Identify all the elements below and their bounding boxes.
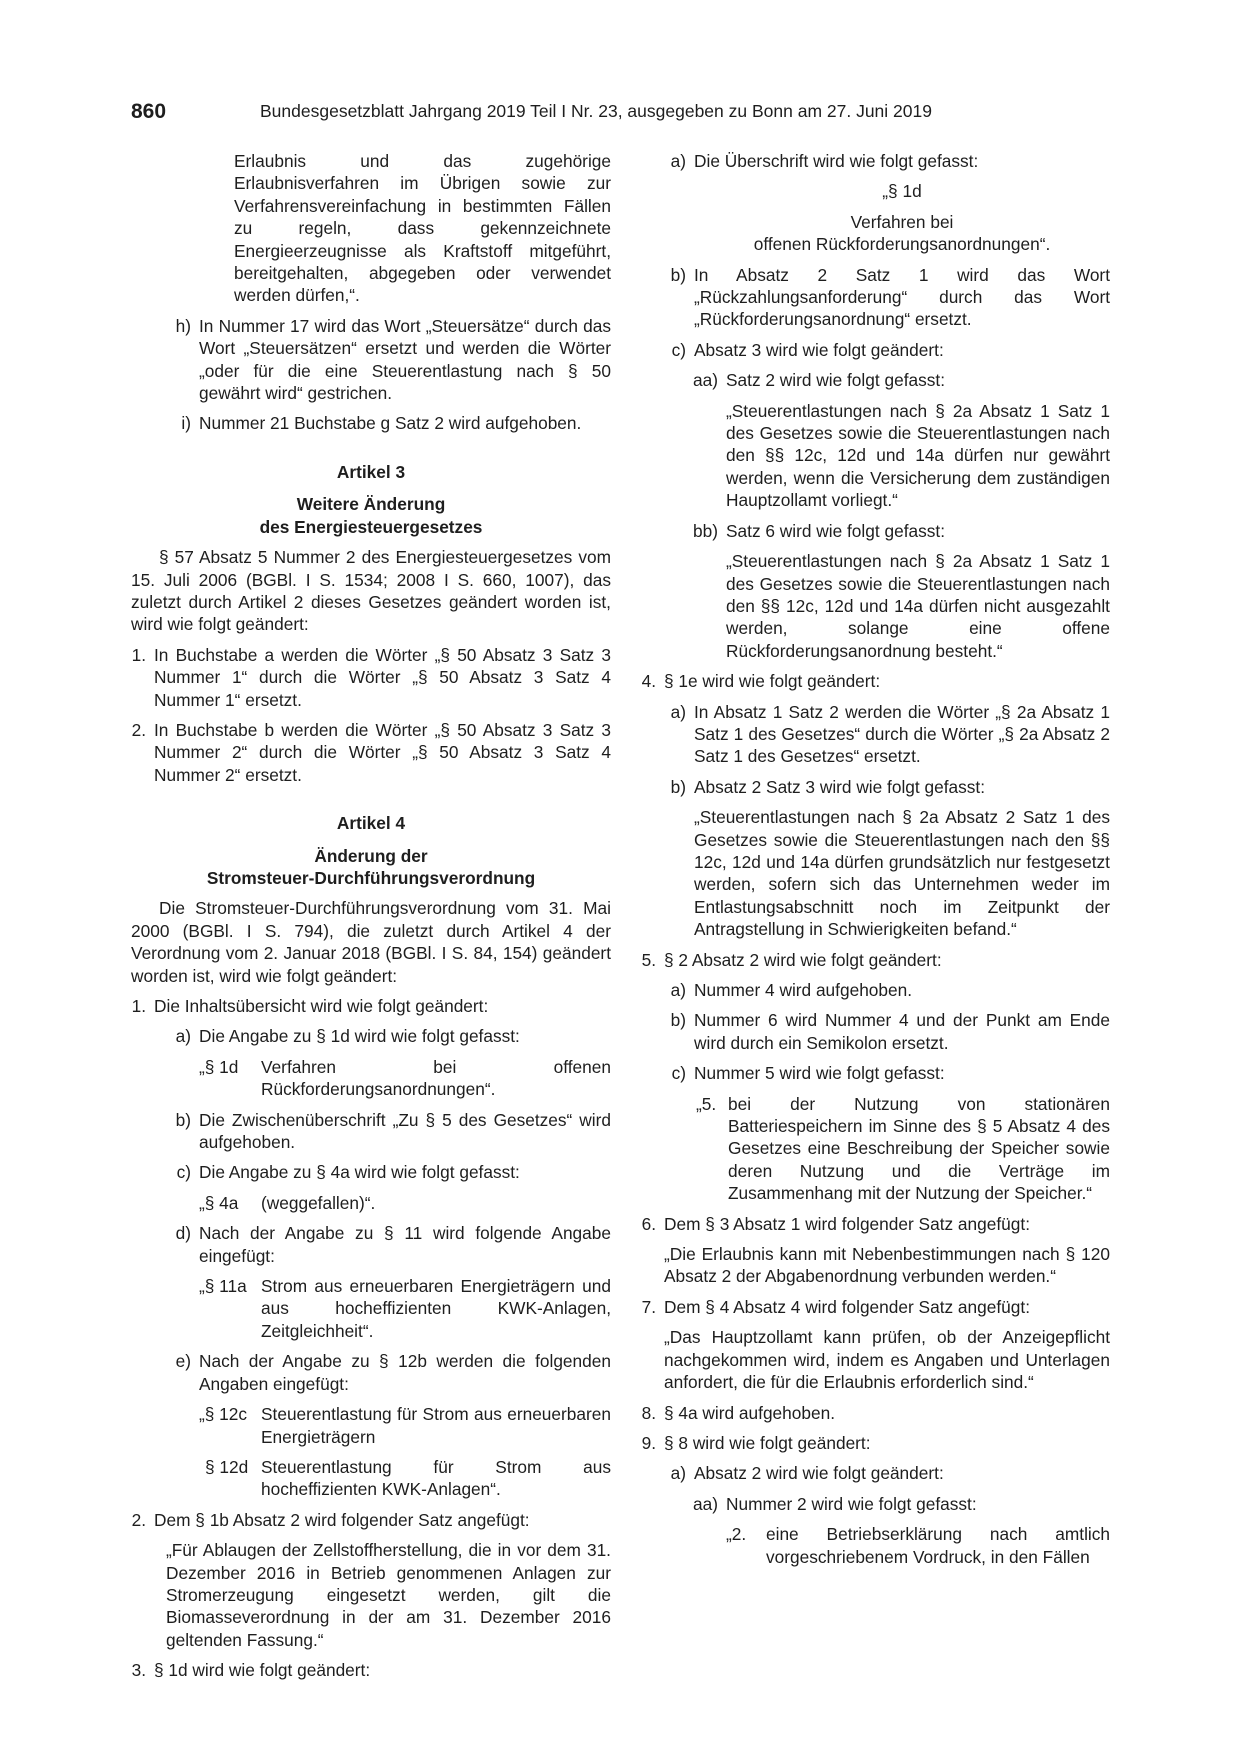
item-7 bbox=[634, 1296, 1110, 1318]
item-3c-bb bbox=[684, 520, 1110, 542]
right-column bbox=[641, 150, 1110, 1576]
list-marker: a) bbox=[670, 980, 686, 1000]
article-4-item-3 bbox=[131, 1659, 611, 1681]
entry-value: Strom aus erneuerbaren Energieträgern und aus hocheffizienten KWK-Anlagen, Zeitgleichheit“. bbox=[261, 1276, 611, 1341]
list-marker: 3. bbox=[131, 1660, 146, 1681]
entry-key: „§ 4a bbox=[199, 1192, 239, 1213]
list-text: Absatz 2 Satz 3 wird wie folgt gefasst: bbox=[694, 776, 986, 797]
item-4 bbox=[634, 670, 1110, 692]
list-text: Die Inhaltsübersicht wird wie folgt geändert: bbox=[154, 996, 489, 1016]
list-text: Dem § 1b Absatz 2 wird folgender Satz angefügt: bbox=[154, 1509, 530, 1530]
list-marker: h) bbox=[175, 315, 191, 336]
list-text: In Nummer 17 wird das Wort „Steuersätze“ durch das Wort „Steuersätzen“ ersetzt und werden die Wörter „oder für die eine Steuerentlastung nach § 50 gewährt wird“ gestrichen. bbox=[199, 315, 611, 404]
entry-nummer-5 bbox=[696, 1093, 1110, 1205]
list-marker: bb) bbox=[693, 520, 718, 541]
item-9a-aa bbox=[684, 1493, 1110, 1515]
list-marker: e) bbox=[175, 1351, 191, 1372]
entry-key: „§ 11a bbox=[199, 1276, 247, 1297]
list-text: Dem § 3 Absatz 1 wird folgender Satz angefügt: bbox=[664, 1213, 1031, 1234]
article-3-item-2 bbox=[131, 719, 611, 786]
list-item-h bbox=[159, 315, 611, 405]
article-4-item-1 bbox=[131, 995, 611, 1017]
continuation-text: Erlaubnis und das zugehörige Erlaubnisverfahren im Übrigen sowie zur Verfahrensvereinfachung in bestimmten Fällen zu regeln, dass gekennzeichnete Energieerzeugnisse als Kraftstoff mitgeführt, bereitgehalten, abgegeben oder verwendet werden dürfen,“. bbox=[234, 151, 611, 306]
article-4-item-2 bbox=[131, 1509, 611, 1531]
list-text: Nummer 21 Buchstabe g Satz 2 wird aufgehoben. bbox=[199, 413, 582, 434]
list-marker: b) bbox=[670, 776, 686, 797]
item-9a bbox=[650, 1462, 1110, 1484]
entry-key: „§ 1d bbox=[199, 1056, 239, 1077]
list-marker: b) bbox=[175, 1109, 191, 1130]
list-marker: 1. bbox=[131, 996, 146, 1016]
article-3-intro: § 57 Absatz 5 Nummer 2 des Energiesteuergesetzes vom 15. Juli 2006 (BGBl. I S. 1534; 2008 I S. 660, 1007), das zuletzt durch Artikel 2 dieses Gesetzes geändert worden ist, wird wie folgt geändert: bbox=[131, 547, 611, 635]
item-6 bbox=[634, 1213, 1110, 1235]
heading-1d-line3: offenen Rückforderungsanordnungen“. bbox=[753, 234, 1051, 255]
list-text: Absatz 2 wird wie folgt geändert: bbox=[694, 1463, 944, 1484]
article-3-title-line2: des Energiesteuergesetzes bbox=[259, 516, 483, 537]
list-item-i bbox=[159, 412, 611, 434]
list-marker: 5. bbox=[641, 949, 656, 970]
heading-1d-line2: Verfahren bei bbox=[850, 211, 954, 232]
page-number: 860 bbox=[131, 100, 167, 123]
item-3c-aa bbox=[684, 369, 1110, 391]
list-marker: aa) bbox=[693, 370, 718, 391]
list-text: Die Angabe zu § 4a wird wie folgt gefasst: bbox=[199, 1162, 520, 1183]
list-marker: 1. bbox=[131, 644, 146, 665]
list-marker: a) bbox=[175, 1026, 191, 1047]
entry-key: „5. bbox=[696, 1093, 717, 1114]
list-marker: 9. bbox=[641, 1432, 656, 1453]
entry-key: § 12d bbox=[205, 1456, 249, 1477]
entry-value: eine Betriebserklärung nach amtlich vorgeschriebenem Vordruck, in den Fällen bbox=[766, 1524, 1110, 1567]
article-4-heading: Artikel 4 bbox=[336, 813, 406, 834]
list-marker: d) bbox=[175, 1223, 191, 1244]
article-4-item-1c bbox=[159, 1161, 611, 1183]
list-text: Nummer 6 wird Nummer 4 und der Punkt am Ende wird durch ein Semikolon ersetzt. bbox=[694, 1010, 1110, 1053]
list-marker: c) bbox=[671, 339, 686, 360]
quote-ablaugen: „Für Ablaugen der Zellstoffherstellung, die in vor dem 31. Dezember 2016 in Betrieb genommenen Anlagen zur Stromerzeugung eingesetzt werden, gilt die Biomasseverordnung in der am 31. Dezember 2016 geltenden Fassung.“ bbox=[166, 1540, 611, 1650]
entry-value: Steuerentlastung für Strom aus hocheffizienten KWK-Anlagen“. bbox=[261, 1456, 611, 1500]
item-5 bbox=[634, 949, 1110, 971]
entry-11a bbox=[199, 1275, 611, 1342]
list-text: Nach der Angabe zu § 11 wird folgende Angabe eingefügt: bbox=[199, 1223, 611, 1266]
list-marker: 2. bbox=[131, 1509, 146, 1530]
entry-12d bbox=[199, 1456, 611, 1501]
quote-absatz-2-satz-3: „Steuerentlastungen nach § 2a Absatz 2 Satz 1 des Gesetzes sowie die Steuerentlastungen nach den §§ 12c, 12d und 14a dürfen grundsätzlich nur festgesetzt werden, sofern sich das Unternehmen weder im Entlastungsabschnitt noch im Zeitpunkt der Antragstellung in Schwierigkeiten befand.“ bbox=[694, 807, 1110, 940]
article-4-title-line1: Änderung der bbox=[314, 845, 428, 866]
list-text: Absatz 3 wird wie folgt geändert: bbox=[694, 339, 944, 360]
entry-key: „2. bbox=[726, 1524, 747, 1545]
article-3-title-line1: Weitere Änderung bbox=[296, 494, 446, 515]
list-marker: 4. bbox=[641, 671, 656, 692]
list-text: Satz 2 wird wie folgt gefasst: bbox=[726, 370, 945, 391]
entry-value: (weggefallen)“. bbox=[261, 1192, 376, 1213]
left-column bbox=[131, 150, 611, 1690]
list-marker: 2. bbox=[131, 719, 146, 740]
item-5a bbox=[650, 979, 1110, 1001]
item-8 bbox=[634, 1402, 1110, 1424]
entry-key: „§ 12c bbox=[199, 1404, 248, 1425]
page-header-title: Bundesgesetzblatt Jahrgang 2019 Teil I Nr. 23, ausgegeben zu Bonn am 27. Juni 2019 bbox=[260, 101, 932, 121]
quote-satz-6: „Steuerentlastungen nach § 2a Absatz 1 Satz 1 des Gesetzes sowie die Steuerentlastungen nach den §§ 12c, 12d und 14a dürfen nicht ausgezahlt werden, solange eine offene Rückforderungsanordnung besteht.“ bbox=[726, 551, 1110, 661]
list-marker: a) bbox=[670, 1463, 686, 1484]
list-marker: b) bbox=[670, 264, 686, 285]
list-text: In Buchstabe a werden die Wörter „§ 50 Absatz 3 Satz 3 Nummer 1“ durch die Wörter „§ 50 Absatz 3 Satz 4 Nummer 1“ ersetzt. bbox=[154, 644, 611, 710]
list-text: § 1e wird wie folgt geändert: bbox=[664, 671, 881, 692]
list-marker: a) bbox=[670, 701, 686, 722]
item-9 bbox=[634, 1432, 1110, 1454]
list-marker: c) bbox=[671, 1063, 686, 1084]
list-text: Dem § 4 Absatz 4 wird folgender Satz angefügt: bbox=[664, 1296, 1031, 1317]
quote-erlaubnis: „Die Erlaubnis kann mit Nebenbestimmungen nach § 120 Absatz 2 der Abgabenordnung verbunden werden.“ bbox=[664, 1244, 1110, 1287]
entry-value: Steuerentlastung für Strom aus erneuerbaren Energieträgern bbox=[261, 1404, 611, 1447]
article-4-item-1a bbox=[159, 1025, 611, 1047]
entry-4a bbox=[199, 1192, 611, 1214]
list-marker: 6. bbox=[641, 1213, 656, 1234]
list-text: Die Zwischenüberschrift „Zu § 5 des Gesetzes“ wird aufgehoben. bbox=[199, 1109, 611, 1153]
quote-hauptzollamt: „Das Hauptzollamt kann prüfen, ob der Anzeigepflicht nachgekommen wird, indem es Angaben und Unterlagen anfordert, die für die Erlaubnis erforderlich sind.“ bbox=[664, 1327, 1110, 1393]
list-marker: a) bbox=[670, 151, 686, 171]
list-text: Nummer 5 wird wie folgt gefasst: bbox=[694, 1063, 945, 1084]
entry-12c bbox=[199, 1403, 611, 1448]
item-5b bbox=[650, 1009, 1110, 1054]
item-4b bbox=[650, 776, 1110, 798]
article-4-item-1b bbox=[159, 1109, 611, 1154]
list-text: Nummer 4 wird aufgehoben. bbox=[694, 980, 913, 1000]
list-text: In Absatz 2 Satz 1 wird das Wort „Rückzahlungsanforderung“ durch das Wort „Rückforderungsanordnung“ ersetzt. bbox=[694, 264, 1110, 330]
list-text: Nummer 2 wird wie folgt gefasst: bbox=[726, 1493, 977, 1514]
list-marker: c) bbox=[176, 1162, 191, 1183]
list-text: In Buchstabe b werden die Wörter „§ 50 Absatz 3 Satz 3 Nummer 2“ durch die Wörter „§ 50 Absatz 3 Satz 4 Nummer 2“ ersetzt. bbox=[154, 719, 611, 785]
list-text: Die Überschrift wird wie folgt gefasst: bbox=[694, 151, 979, 171]
entry-value: Verfahren bei offenen Rückforderungsanordnungen“. bbox=[261, 1056, 611, 1100]
item-4a bbox=[650, 701, 1110, 768]
list-marker: aa) bbox=[693, 1493, 718, 1514]
item-3a bbox=[650, 150, 1110, 172]
article-4-title-line2: Stromsteuer-Durchführungsverordnung bbox=[206, 867, 536, 888]
article-4-intro: Die Stromsteuer-Durchführungsverordnung vom 31. Mai 2000 (BGBl. I S. 794), die zuletzt durch Artikel 4 der Verordnung vom 2. Januar 2018 (BGBl. I S. 84, 154) geändert worden ist, wird wie folgt geändert: bbox=[131, 898, 611, 986]
list-text: In Absatz 1 Satz 2 werden die Wörter „§ 2a Absatz 1 Satz 1 des Gesetzes“ durch die Wörter „§ 2a Absatz 2 Satz 1 des Gesetzes“ ersetzt. bbox=[694, 701, 1110, 767]
heading-1d: „§ 1d bbox=[882, 181, 922, 202]
list-text: § 4a wird aufgehoben. bbox=[664, 1402, 836, 1423]
article-3-heading: Artikel 3 bbox=[336, 461, 406, 482]
quote-satz-2: „Steuerentlastungen nach § 2a Absatz 1 Satz 1 des Gesetzes sowie die Steuerentlastungen nach den §§ 12c, 12d und 14a dürfen nur gewährt werden, wenn die Versicherung dem zuständigen Hauptzollamt vorliegt.“ bbox=[726, 400, 1110, 511]
entry-1d bbox=[199, 1056, 611, 1101]
article-4-item-1e bbox=[159, 1350, 611, 1395]
list-text: Nach der Angabe zu § 12b werden die folgenden Angaben eingefügt: bbox=[199, 1351, 611, 1394]
list-text: Satz 6 wird wie folgt gefasst: bbox=[726, 520, 945, 541]
entry-value: bei der Nutzung von stationären Batteriespeichern im Sinne des § 5 Absatz 4 des Gesetzes eine Beschreibung der Speicher sowie deren Nutzung und die Verträge im Zusammenhang mit der Nutzung der Speicher.“ bbox=[728, 1093, 1110, 1204]
list-marker: i) bbox=[181, 413, 191, 434]
list-text: § 8 wird wie folgt geändert: bbox=[664, 1432, 871, 1453]
article-3-item-1 bbox=[131, 644, 611, 711]
list-text: Die Angabe zu § 1d wird wie folgt gefasst: bbox=[199, 1026, 520, 1047]
list-text: § 1d wird wie folgt geändert: bbox=[154, 1660, 371, 1681]
list-text: § 2 Absatz 2 wird wie folgt geändert: bbox=[664, 949, 942, 970]
item-3b bbox=[650, 264, 1110, 331]
item-5c bbox=[650, 1062, 1110, 1084]
list-marker: 8. bbox=[641, 1402, 656, 1423]
list-marker: b) bbox=[670, 1010, 686, 1031]
entry-nummer-2 bbox=[726, 1523, 1110, 1568]
article-4-item-1d bbox=[159, 1222, 611, 1267]
list-marker: 7. bbox=[641, 1296, 656, 1317]
item-3c bbox=[650, 339, 1110, 361]
